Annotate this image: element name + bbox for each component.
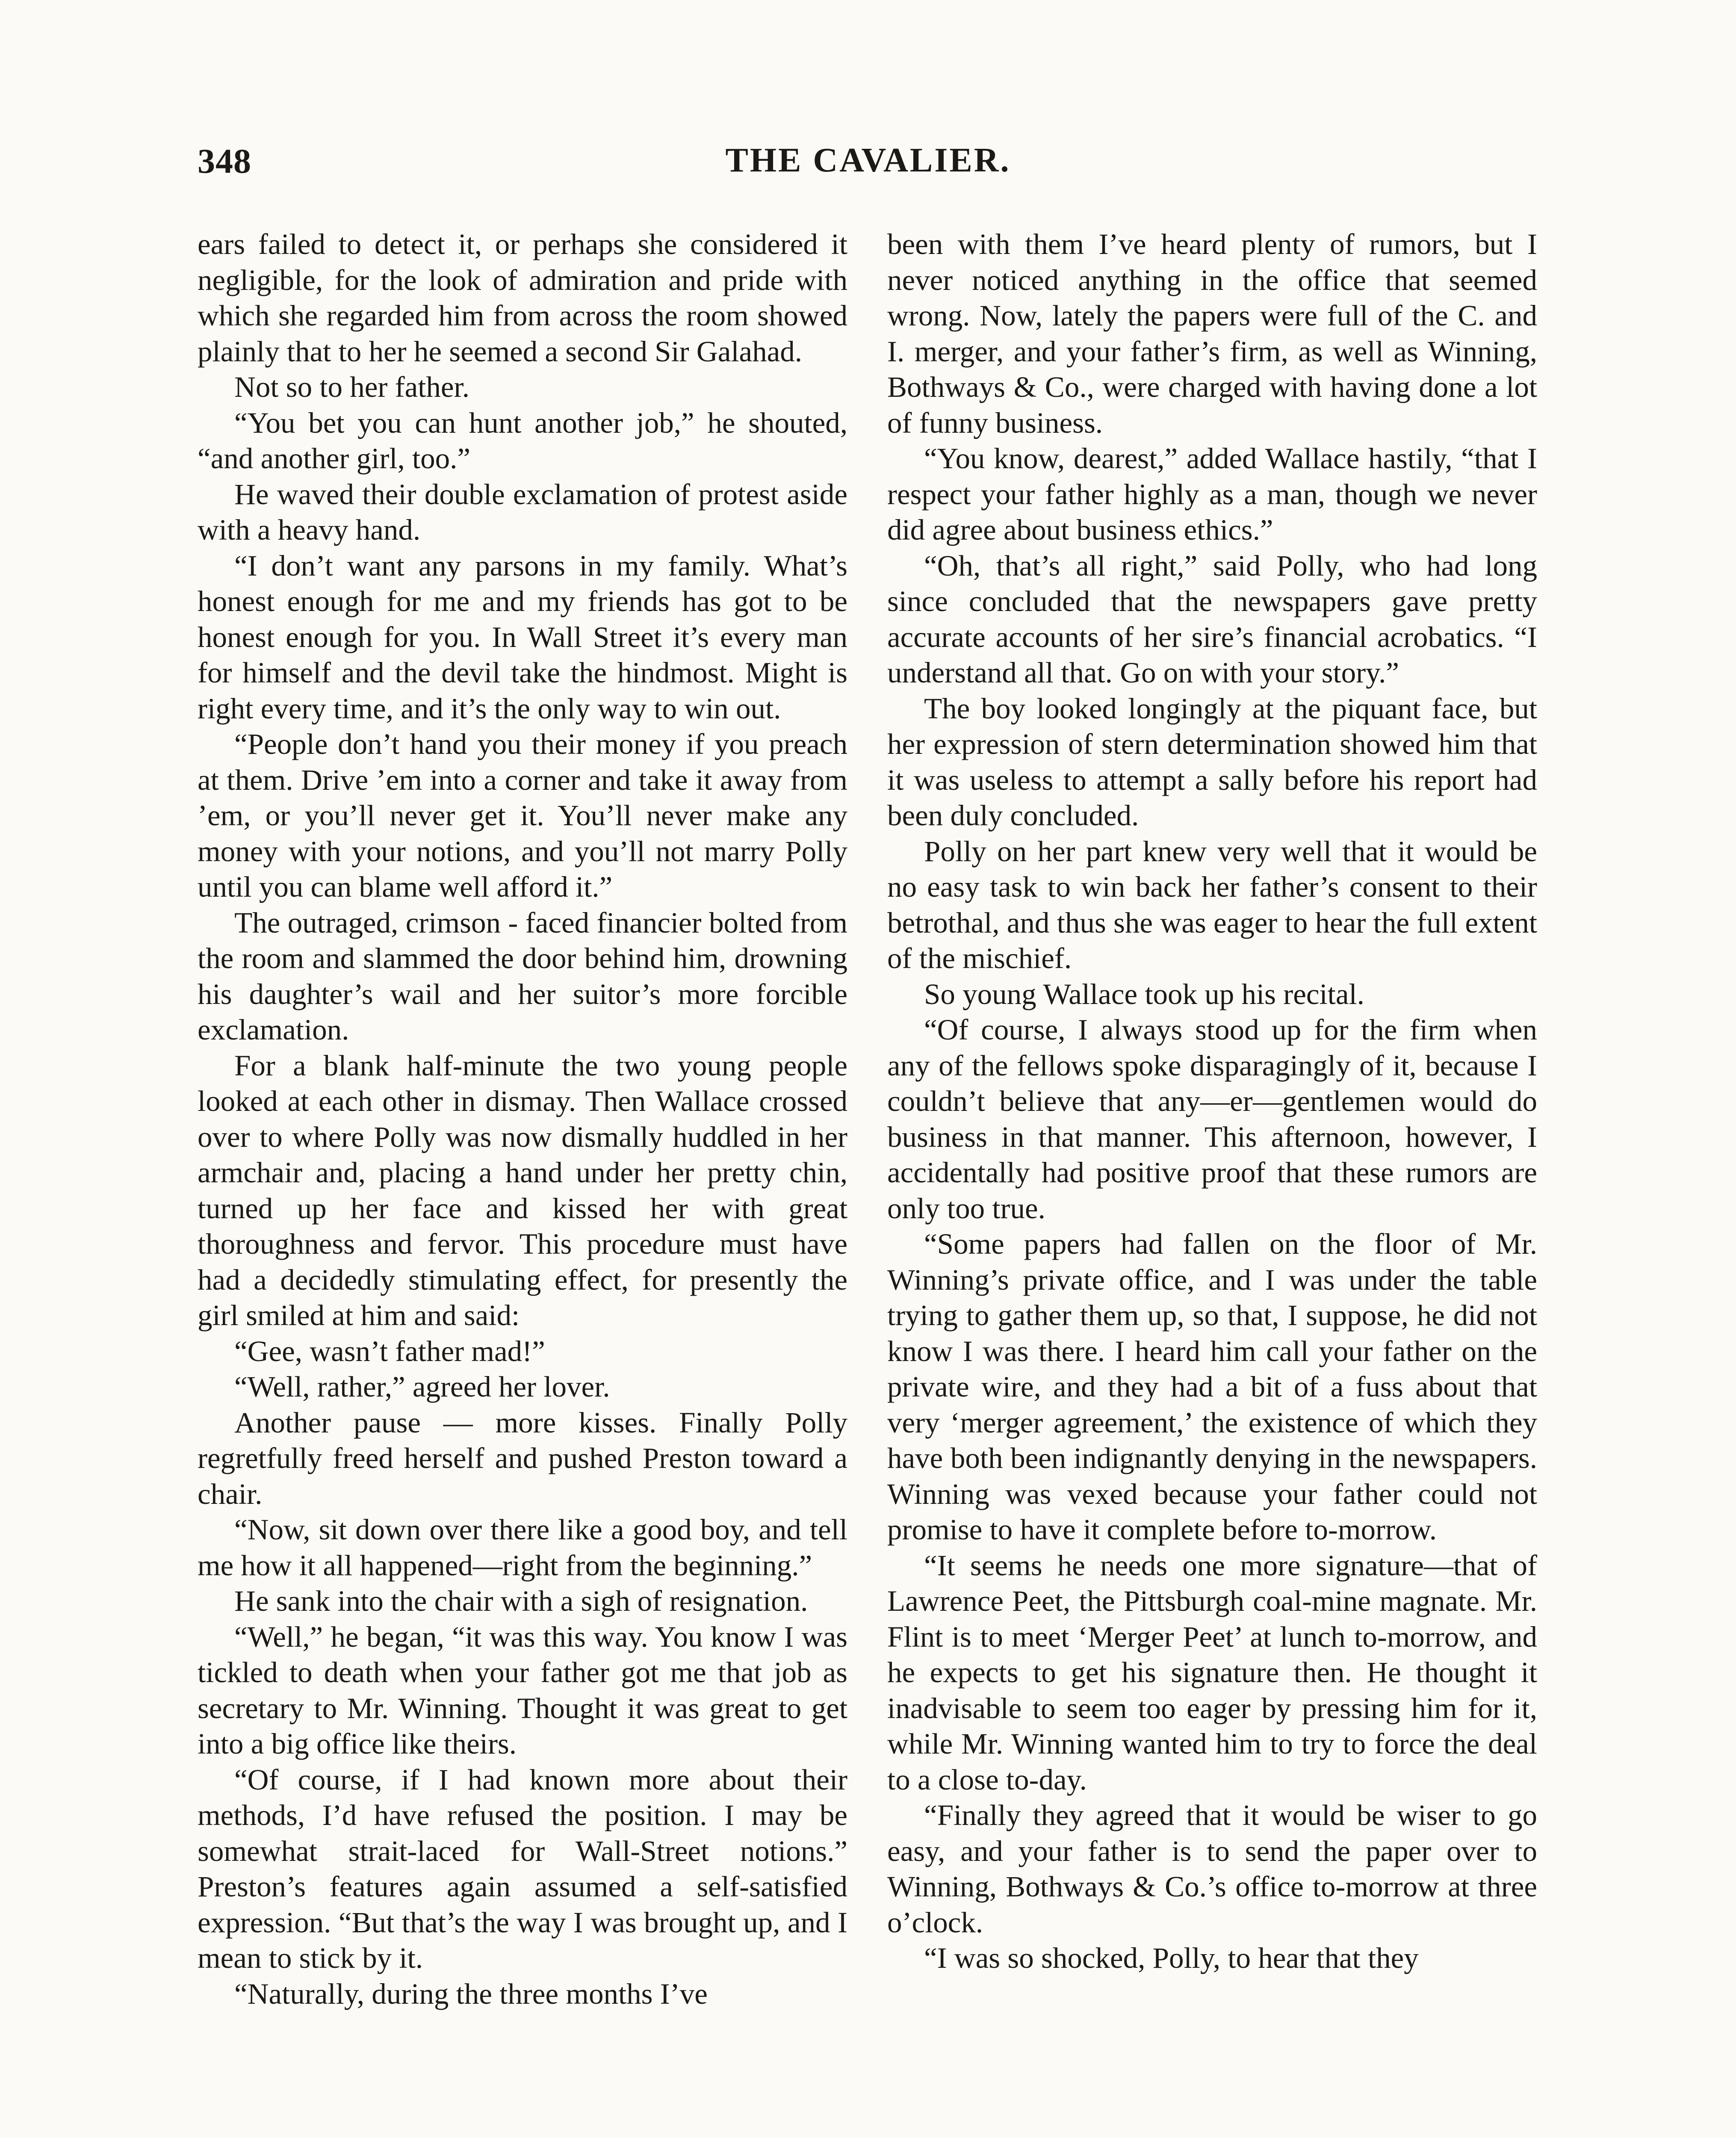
- paragraph: “Of course, I always stood up for the firm when any of the fellows spoke disparagingly of it, because I couldn’t believe that any—er—gentlemen would do business in that manner. This afternoon, however, I accidentally had positive proof that these rumors are only too true.: [887, 1013, 1537, 1225]
- paragraph: Another pause — more kisses. Finally Polly regretfully freed herself and pushed Preston toward a chair.: [198, 1406, 847, 1510]
- paragraph: “Well, rather,” agreed her lover.: [234, 1370, 610, 1403]
- right-column: [887, 227, 1537, 1976]
- paragraph: been with them I’ve heard plenty of rumors, but I never noticed anything in the office that seemed wrong. Now, lately the papers were full of the C. and I. merger, and your father’s firm, as well as Winning, Bothways & Co., were charged with having done a lot of funny business.: [887, 228, 1537, 439]
- paragraph: The outraged, crimson - faced financier bolted from the room and slammed the door behind him, drowning his daughter’s wail and her suitor’s more forcible exclamation.: [198, 906, 847, 1046]
- page-header: [0, 141, 1736, 188]
- paragraph: “Now, sit down over there like a good boy, and tell me how it all happened—right from the beginning.”: [198, 1513, 847, 1582]
- paragraph: “Of course, if I had known more about their methods, I’d have refused the position. I may be somewhat strait-laced for Wall-Street notions.” Preston’s features again assumed a self-satisfied expression. “But that’s the way I was brought up, and I mean to stick by it.: [198, 1763, 847, 1974]
- paragraph: “Some papers had fallen on the floor of Mr. Winning’s private office, and I was under the table trying to gather them up, so that, I suppose, he did not know I was there. I heard him call your father on the private wire, and they had a bit of a fuss about that very ‘merger agreement,’ the existence of which they have both been indignantly denying in the newspapers. Winning was vexed because your father could not promise to have it complete before to-morrow.: [887, 1228, 1537, 1546]
- paragraph: “It seems he needs one more signature—that of Lawrence Peet, the Pittsburgh coal-mine magnate. Mr. Flint is to meet ‘Merger Peet’ at lunch to-morrow, and he expects to get his signature then. He thought it inadvisable to seem too eager by pressing him for it, while Mr. Winning wanted him to try to force the deal to a close to-day.: [887, 1549, 1537, 1796]
- paragraph: “Gee, wasn’t father mad!”: [234, 1335, 545, 1367]
- paragraph: “Well,” he began, “it was this way. You know I was tickled to death when your father got me that job as secretary to Mr. Winning. Thought it was great to get into a big office like theirs.: [198, 1620, 847, 1760]
- paragraph: He waved their double exclamation of protest aside with a heavy hand.: [198, 478, 847, 546]
- paragraph: For a blank half-minute the two young people looked at each other in dismay. Then Wallace crossed over to where Polly was now dismally huddled in her armchair and, placing a hand under her pretty chin, turned up her face and kissed her with great thoroughness and fervor. This procedure must have had a decidedly stimulating effect, for presently the girl smiled at him and said:: [198, 1049, 847, 1332]
- paragraph: “Naturally, during the three months I’ve: [234, 1977, 708, 2010]
- paragraph: “I was so shocked, Polly, to hear that they: [924, 1942, 1419, 1974]
- paragraph: Not so to her father.: [234, 371, 469, 403]
- paragraph: “People don’t hand you their money if you preach at them. Drive ’em into a corner and take it away from ’em, or you’ll never get it. You’ll never make any money with your notions, and you’ll not marry Polly until you can blame well afford it.”: [198, 728, 847, 903]
- paragraph: The boy looked longingly at the piquant face, but her expression of stern determination showed him that it was useless to attempt a sally before his report had been duly concluded.: [887, 692, 1537, 832]
- paragraph: “Oh, that’s all right,” said Polly, who had long since concluded that the newspapers gave pretty accurate accounts of her sire’s financial acrobatics. “I understand all that. Go on with your story.”: [887, 549, 1537, 689]
- paragraph: “I don’t want any parsons in my family. What’s honest enough for me and my friends has got to be honest enough for you. In Wall Street it’s every man for himself and the devil take the hindmost. Might is right every time, and it’s the only way to win out.: [198, 549, 847, 725]
- page-number: 348: [198, 142, 251, 180]
- paragraph: Polly on her part knew very well that it would be no easy task to win back her father’s consent to their betrothal, and thus she was eager to hear the full extent of the mischief.: [887, 835, 1537, 975]
- paragraph: So young Wallace took up his recital.: [924, 977, 1364, 1010]
- paragraph: “You bet you can hunt another job,” he shouted, “and another girl, too.”: [198, 406, 847, 475]
- paragraph: “Finally they agreed that it would be wiser to go easy, and your father is to send the paper over to Winning, Bothways & Co.’s office to-morrow at three o’clock.: [887, 1799, 1537, 1939]
- left-column: [198, 227, 847, 2012]
- paragraph: “You know, dearest,” added Wallace hastily, “that I respect your father highly as a man, though we never did agree about business ethics.”: [887, 442, 1537, 546]
- running-title: THE CAVALIER.: [725, 142, 1011, 179]
- paragraph: ears failed to detect it, or perhaps she considered it negligible, for the look of admiration and pride with which she regarded him from across the room showed plainly that to her he seemed a second Sir Galahad.: [198, 228, 847, 368]
- paragraph: He sank into the chair with a sigh of resignation.: [234, 1585, 808, 1617]
